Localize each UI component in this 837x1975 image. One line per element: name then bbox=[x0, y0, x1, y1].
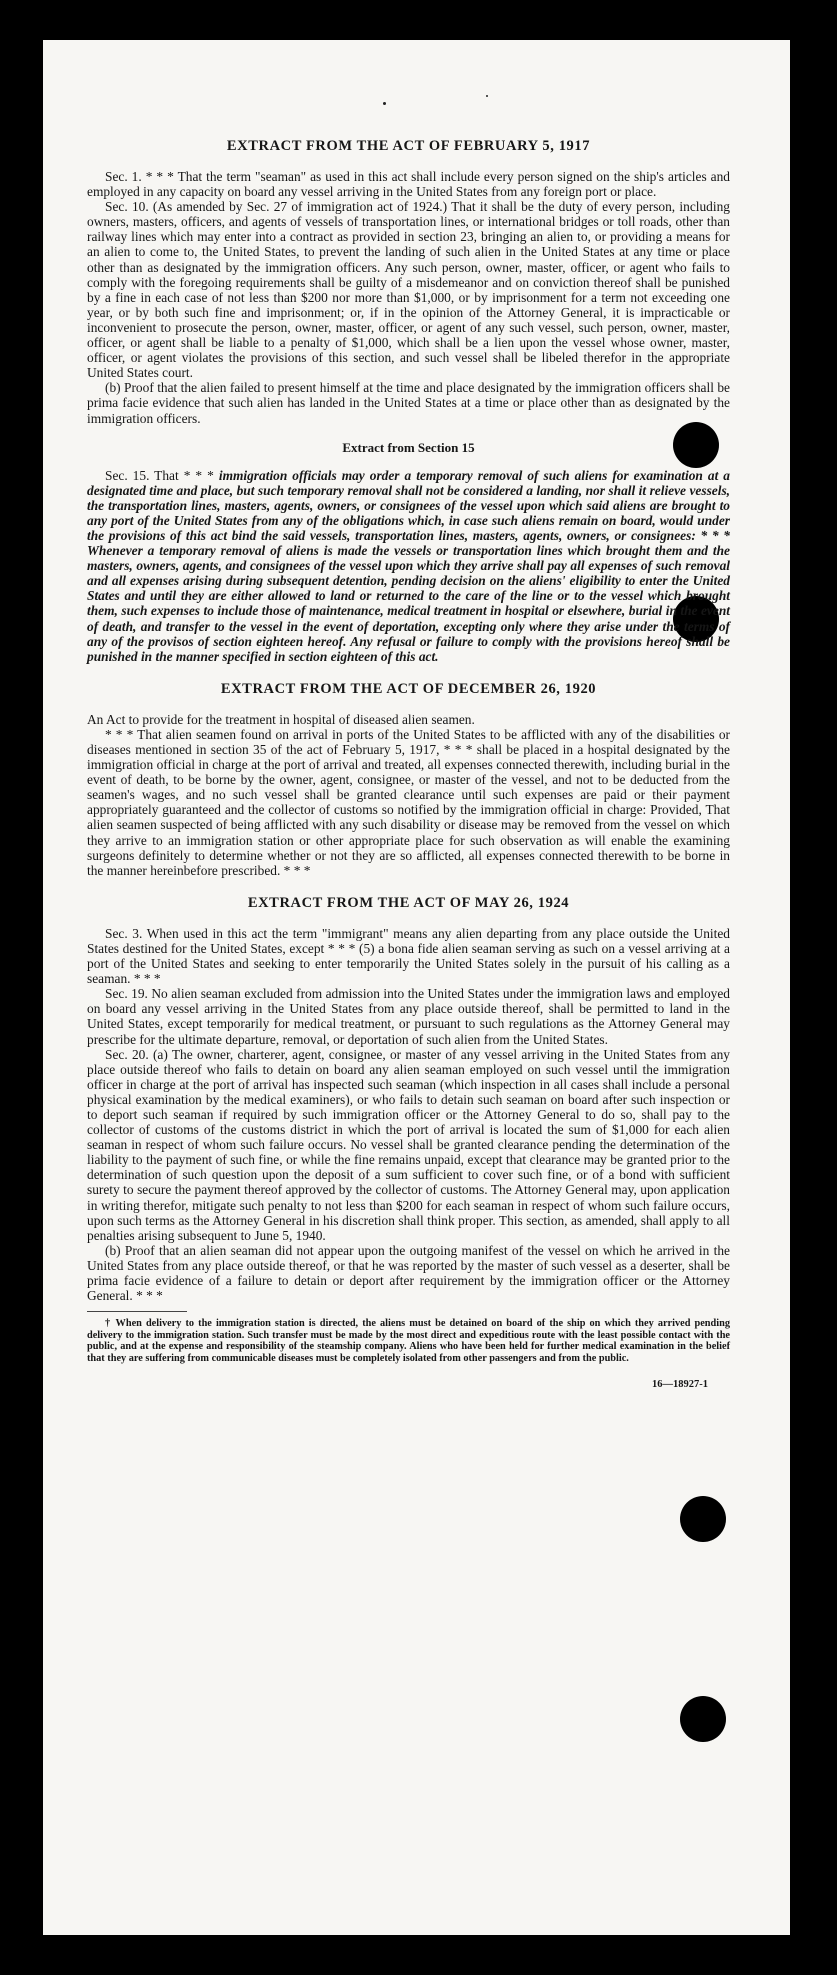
speck bbox=[486, 95, 488, 97]
paragraph-sec-20-b: (b) Proof that an alien seaman did not appear upon the outgoing manifest of the vessel on which he arrived in the United States from any place outside thereof, or that he was reported by the master of such vessel as a deserter, shall be prima facie evidence of a failure to detain or deport after requirement by the immigration officer or the Attorney General. * * * bbox=[87, 1242, 730, 1304]
document-text bbox=[87, 138, 730, 1390]
paragraph-1920-title: An Act to provide for the treatment in hospital of diseased alien seamen. bbox=[87, 711, 475, 727]
paragraph-sec-3: Sec. 3. When used in this act the term "immigrant" means any alien departing from any place outside the United States destined for the United States, except * * * (5) a bona fide alien seaman serving as such on a vessel arriving at a port of the United States and seeking to enter temporarily the United States solely in the pursuit of his calling as a seaman. * * * bbox=[87, 925, 730, 987]
heading-act-1920: EXTRACT FROM THE ACT OF DECEMBER 26, 1920 bbox=[220, 680, 597, 697]
paragraph-sec-20: Sec. 20. (a) The owner, charterer, agent, consignee, or master of any vessel arriving in the United States from any place outside thereof who fails to detain on board any alien seaman employed on such vessel until the immigration officer in charge at the port of arrival has inspected such seaman (which inspection in all cases shall include a personal physical examination by the medical examiners), or who fails to detain such seaman on board after such inspection or to deport such seaman if required by such immigration officer or the Attorney General to do so, shall pay to the collector of customs of the customs district in which the port of arrival is located the sum of $1,000 for each alien seaman in respect of whom such failure occurs. No vessel shall be granted clearance pending the determination of the liability to the payment of such fine, or while the fine remains unpaid, except that clearance may be granted prior to the determination of such question upon the deposit of a sum sufficient to cover such fine, or of a bond with sufficient surety to secure the payment thereof approved by the collector of customs. The Attorney General may, upon application in writing therefor, mitigate such penalty to not less than $200 for each seaman in respect of whom such failure occurs, upon such terms as the Attorney General in his discretion shall think proper. This section, as amended, shall apply to all penalties arising subsequent to June 5, 1940. bbox=[87, 1046, 730, 1243]
sec-15-italic-text: immigration officials may order a temporary removal of such aliens for examination at a designated time and place, but such temporary removal shall not be considered a landing, nor shall it relieve vessels, the transportation lines, masters, agents, owners, or consignees of the vessel upon which said aliens are brought to any port of the United States from any of the obligations which, in case such aliens remain on board, would under the provisions of this act bind the said vessels, transportation lines, masters, agents, owners, or consignees: * * * Whenever a temporary removal of aliens is made the vessels or transportation lines which brought them and the masters, owners, agents, and consignees of the vessel upon which they arrive shall pay all expenses of such removal and all expenses arising during subsequent detention, pending decision on the aliens' eligibility to enter the United States and until they are either allowed to land or returned to the care of the line or to the vessel which brought them, such expenses to include those of maintenance, medical treatment in hospital or elsewhere, burial in the event of death, and transfer to the vessel in the event of deportation, excepting only where they arise under the terms of any of the provisos of section eighteen hereof. Any refusal or failure to comply with the provisions hereof shall be punished in the manner specified in section eighteen of this act. bbox=[87, 467, 730, 664]
paragraph-sec-15 bbox=[87, 468, 730, 664]
paragraph-sec-1: Sec. 1. * * * That the term "seaman" as used in this act shall include every person signed on the ship's articles and employed in any capacity on board any vessel arriving in the United States from any foreign port or place. bbox=[87, 169, 730, 200]
punch-hole bbox=[680, 1696, 726, 1742]
paragraph-sec-10: Sec. 10. (As amended by Sec. 27 of immigration act of 1924.) That it shall be the duty of every person, including owners, masters, officers, and agents of vessels of transportation lines, or international bridges or toll roads, other than railway lines which may enter into a contract as provided in section 23, bringing an alien to, or providing a means for an alien to come to, the United States, to prevent the landing of such alien in the United States at any time or place other than as designated by the immigration officers. Any such person, owner, master, officer, or agent who fails to comply with the foregoing requirements shall be guilty of a misdemeanor and on conviction thereof shall be punished by a fine in each case of not less than $200 nor more than $1,000, or by imprisonment for a term not exceeding one year, or by both such fine and imprisonment; or, if in the opinion of the Attorney General, it is impracticable or inconvenient to prosecute the person, owner, master, officer, or agent of any such vessel, such person, owner, master, officer, or agent shall be liable to a penalty of $1,000, which shall be a lien upon the vessel whose owner, master, officer, or agent violates the provisions of this section, and such vessel shall be libeled therefor in the appropriate United States court. bbox=[87, 199, 730, 381]
footnote bbox=[87, 1318, 730, 1364]
footnote-rule bbox=[87, 1311, 187, 1312]
heading-act-1924: EXTRACT FROM THE ACT OF MAY 26, 1924 bbox=[247, 894, 570, 911]
footnote-text: † When delivery to the immigration station is directed, the aliens must be detained on board of the ship on which they arrived pending delivery to the immigration station. Such transfer must be made by the most direct and expeditious route with the least possible contact with the public, and at the expense and responsibility of the steamship company. Aliens who have been held for further medical examination in the belief that they are suffering from communicable diseases must be completely isolated from other passengers and from the public. bbox=[87, 1318, 730, 1364]
print-code: 16—18927-1 bbox=[652, 1378, 708, 1390]
paragraph-sec-10-b: (b) Proof that the alien failed to present himself at the time and place designated by the immigration officers shall be prima facie evidence that such alien has landed in the United States at a time or place other than as designated by the immigration officers. bbox=[87, 380, 730, 426]
heading-act-1917: EXTRACT FROM THE ACT OF FEBRUARY 5, 1917 bbox=[226, 138, 591, 154]
paragraph-1920-body: * * * That alien seamen found on arrival in ports of the United States to be afflicted with any of the disabilities or diseases mentioned in section 35 of the act of February 5, 1917, * * * shall be placed in a hospital designated by the immigration official in charge at the port of arrival and treated, all expenses connected therewith, including burial in the event of death, to be borne by the owner, agent, consignee, or master of the vessel, and not to be deducted from the seamen's wages, and no such vessel shall be granted clearance until such expenses are paid or their payment appropriately guaranteed and the collector of customs so notified by the immigration official in charge: Provided, That alien seamen suspected of being afflicted with any such disability or disease may be removed from the vessel on which they arrive to an immigration station or other appropriate place for such observation as will enable the examining surgeons definitely to determine whether or not they are so afflicted, all expenses connected therewith to be borne in the manner hereinbefore prescribed. * * * bbox=[87, 726, 730, 878]
speck bbox=[383, 102, 386, 105]
paragraph-sec-19: Sec. 19. No alien seaman excluded from admission into the United States under the immigration laws and employed on board any vessel arriving in the United States from any place outside thereof, shall be permitted to land in the United States, except temporarily for medical treatment, or pursuant to such regulations as the Attorney General may prescribe for the ultimate departure, removal, or deportation of such alien from the United States. bbox=[87, 986, 730, 1047]
sec-15-lead: Sec. 15. That * * * bbox=[105, 467, 214, 483]
heading-section-15: Extract from Section 15 bbox=[342, 439, 475, 455]
punch-hole bbox=[680, 1496, 726, 1542]
